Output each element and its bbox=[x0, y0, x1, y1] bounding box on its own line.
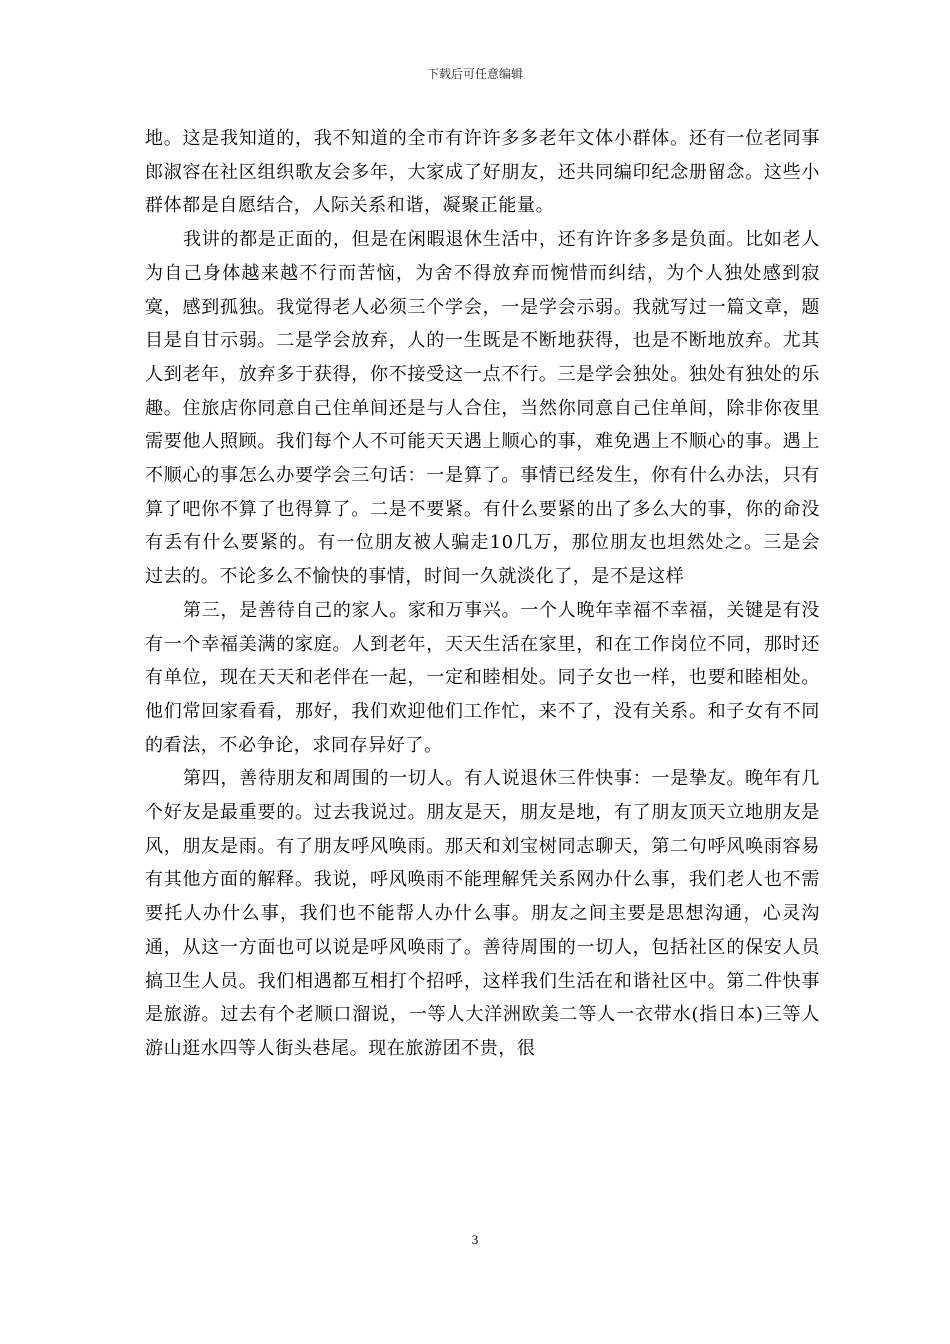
paragraph-3: 第三，是善待自己的家人。家和万事兴。一个人晚年幸福不幸福，关键是有没有一个幸福美满的家庭。人到老年，天天生活在家里，和在工作岗位不同，那时还有单位，现在天天和老伴在一起，一定和睦相处。同子女也一样，也要和睦相处。他们常回家看看，那好，我们欢迎他们工作忙，来不了，没有关系。和子女有不同的看法，不必争论，求同存异好了。 bbox=[145, 599, 820, 756]
paragraph-1: 地。这是我知道的，我不知道的全市有许许多多老年文体小群体。还有一位老同事郎淑容在社区组织歌友会多年，大家成了好朋友，还共同编印纪念册留念。这些小群体都是自愿结合，人际关系和谐，凝聚正能量。 bbox=[145, 128, 820, 217]
page-number: 3 bbox=[471, 1232, 479, 1247]
page-header: 下载后可任意编辑 bbox=[426, 67, 523, 81]
body-text bbox=[145, 122, 820, 1066]
paragraph-4: 第四，善待朋友和周围的一切人。有人说退休三件快事：一是挚友。晚年有几个好友是最重要的。过去我说过。朋友是天，朋友是地，有了朋友顶天立地朋友是风，朋友是雨。有了朋友呼风唤雨。那天和刘宝树同志聊天，第二句呼风唤雨容易有其他方面的解释。我说，呼风唤雨不能理解凭关系网办什么事，我们老人也不需要托人办什么事，我们也不能帮人办什么事。朋友之间主要是思想沟通，心灵沟通，从这一方面也可以说是呼风唤雨了。善待周围的一切人，包括社区的保安人员搞卫生人员。我们相遇都互相打个招呼，这样我们生活在和谐社区中。第二件快事是旅游。过去有个老顺口溜说，一等人大洋洲欧美二等人一衣带水(指日本)三等人游山逛水四等人街头巷尾。现在旅游团不贵，很 bbox=[145, 768, 820, 1059]
paragraph-2: 我讲的都是正面的，但是在闲暇退休生活中，还有许许多多是负面。比如老人为自己身体越来越不行而苦恼，为舍不得放弃而惋惜而纠结，为个人独处感到寂寞，感到孤独。我觉得老人必须三个学会，一是学会示弱。我就写过一篇文章，题目是自甘示弱。二是学会放弃，人的一生既是不断地获得，也是不断地放弃。尤其人到老年，放弃多于获得，你不接受这一点不行。三是学会独处。独处有独处的乐趣。住旅店你同意自己住单间还是与人合住，当然你同意自己住单间，除非你夜里需要他人照顾。我们每个人不可能天天遇上顺心的事，难免遇上不顺心的事。遇上不顺心的事怎么办要学会三句话：一是算了。事情已经发生，你有什么办法，只有算了吧你不算了也得算了。二是不要紧。有什么要紧的出了多么大的事，你的命没有丢有什么要紧的。有一位朋友被人骗走10几万，那位朋友也坦然处之。三是会过去的。不论多么不愉快的事情，时间一久就淡化了，是不是这样 bbox=[145, 229, 820, 588]
